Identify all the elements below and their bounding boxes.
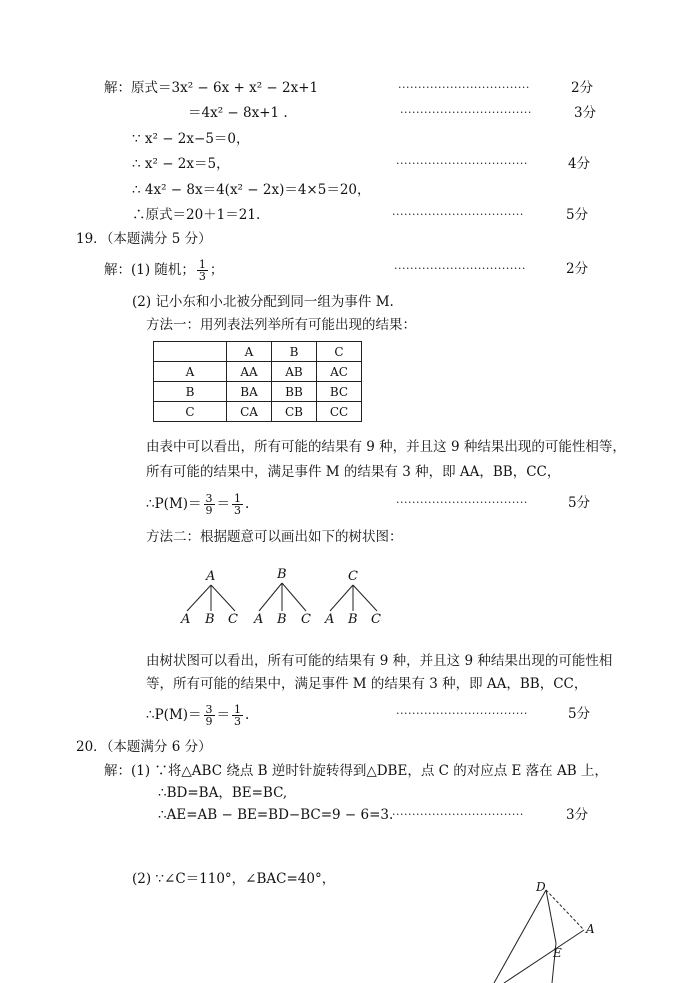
q18-line-5: ∴ 4x² − 8x＝4(x² − 2x)＝4×5＝20， [132,182,371,198]
method-one-title: 方法一：用列表法列举所有可能出现的结果： [146,317,416,333]
segment-da-dashed [546,890,584,930]
numerator: 3 [205,492,213,505]
tree-branch [282,583,306,611]
q20-line-4: (2) ∵∠C＝110°，∠BAC=40°， [132,871,336,887]
point-d-label: D [536,880,546,894]
numerator: 3 [205,703,213,716]
table-cell: BC [317,382,362,402]
score-2: 2分 [571,80,594,96]
q19-table-text-2: 所有可能的结果中，满足事件 M 的结果有 3 种，即 AA，BB，CC， [146,464,561,480]
q19-table-text-1: 由表中可以看出，所有可能的结果有 9 种，并且这 9 种结果出现的可能性相等， [146,439,626,455]
equals: ＝ [216,496,231,512]
q18-line-4: ∴ x² − 2x＝5， [132,156,230,172]
tree-leaf: B [277,612,287,627]
equals: ＝ [216,707,231,723]
table-cell: AB [272,362,317,382]
tree-branch [187,585,211,611]
table-cell: BB [272,382,317,402]
score-5b: 5分 [568,495,591,511]
q19-probability-1 [146,493,249,516]
tree-root-b: B [277,567,287,582]
q19-probability-2 [146,704,249,727]
table-cell: CA [227,402,272,422]
leader-dots: ································· [396,157,528,170]
q20-line-1: 解：(1) ∵将△ABC 绕点 B 逆时针旋转得到△DBE，点 C 的对应点 E 落在 AB 上， [104,763,608,779]
q19-tree-text-2: 等，所有可能的结果中，满足事件 M 的结果有 3 种，即 AA，BB，CC， [146,676,588,692]
table-cell [154,342,227,362]
denominator: 3 [234,715,242,728]
numerator: 1 [198,258,206,271]
table-cell: AC [317,362,362,382]
outcome-table [153,341,362,422]
tree-leaf: A [181,612,191,627]
point-e-label: E [553,946,562,960]
segment-de [546,890,556,943]
q18-line-2: ＝4x² − 8x+1 . [188,105,288,121]
q19-part1-text: 解：(1) 随机； [104,262,195,278]
segment-db [494,890,546,983]
numerator: 1 [234,703,242,716]
denominator: 9 [205,504,213,517]
tree-branch [353,585,377,611]
q19-part1-end: ； [209,262,224,278]
tree-branch [211,585,235,611]
tree-leaf: C [228,612,238,627]
q18-line-6: ∴原式＝20＋1＝21. [132,207,261,223]
period: . [245,707,250,723]
table-cell: BA [227,382,272,402]
tree-leaf: C [301,612,311,627]
table-cell: C [154,402,227,422]
leader-dots: ································· [392,208,524,221]
score-5: 5分 [566,207,589,223]
score-2b: 2分 [566,261,589,277]
tree-root-a: A [206,569,216,584]
tree-root-c: C [348,569,358,584]
score-5c: 5分 [568,706,591,722]
prob-label: ∴P(M)＝ [146,496,202,512]
denominator: 3 [198,270,206,283]
score-4: 4分 [568,156,591,172]
table-cell: C [317,342,362,362]
q18-line-1: 解：原式＝3x² − 6x + x² − 2x+1 [104,80,319,96]
fraction-three-ninths [204,704,215,727]
table-cell: CB [272,402,317,422]
segment-ab [504,930,584,983]
table-cell: A [154,362,227,382]
prob-label: ∴P(M)＝ [146,707,202,723]
q18-line-3: ∵ x² − 2x−5＝0， [132,131,250,147]
tree-leaf: C [371,612,381,627]
leader-dots: ································· [396,707,528,720]
table-cell: A [227,342,272,362]
fraction-three-ninths [204,493,215,516]
q19-tree-text-1: 由树状图可以看出，所有可能的结果有 9 种，并且这 9 种结果出现的可能性相 [146,653,613,669]
q19-part1 [104,259,223,282]
denominator: 9 [205,715,213,728]
leader-dots: ································· [400,106,532,119]
table-cell: B [154,382,227,402]
fraction-one-third [232,493,243,516]
tree-leaf: B [348,612,358,627]
q20-line-2: ∴BD=BA，BE=BC, [158,785,288,801]
method-two-title: 方法二：根据题意可以画出如下的树状图： [146,529,403,545]
score-3: 3分 [574,105,597,121]
tree-branch [330,585,353,611]
fraction-one-third [232,704,243,727]
table-row [154,382,362,402]
tree-leaf: A [254,612,264,627]
q20-line-3: ∴AE=AB − BE=BD−BC=9 − 6=3. [158,807,394,823]
period: . [245,496,250,512]
denominator: 3 [234,504,242,517]
q19-heading: 19．（本题满分 5 分） [76,231,212,247]
table-cell: B [272,342,317,362]
score-3b: 3分 [566,807,589,823]
tree-leaf: A [325,612,335,627]
tree-leaf: B [205,612,215,627]
table-cell: AA [227,362,272,382]
table-row [154,342,362,362]
table-row [154,362,362,382]
q20-heading: 20．（本题满分 6 分） [76,739,212,755]
leader-dots: ································· [398,81,530,94]
point-a-label: A [586,922,595,936]
numerator: 1 [234,492,242,505]
fraction-one-third [197,259,208,282]
leader-dots: ································· [394,262,526,275]
leader-dots: ································· [396,496,528,509]
q19-part2: (2) 记小东和小北被分配到同一组为事件 M. [132,294,394,310]
tree-branch [259,583,282,611]
table-cell: CC [317,402,362,422]
leader-dots: ································· [392,808,524,821]
table-row [154,402,362,422]
